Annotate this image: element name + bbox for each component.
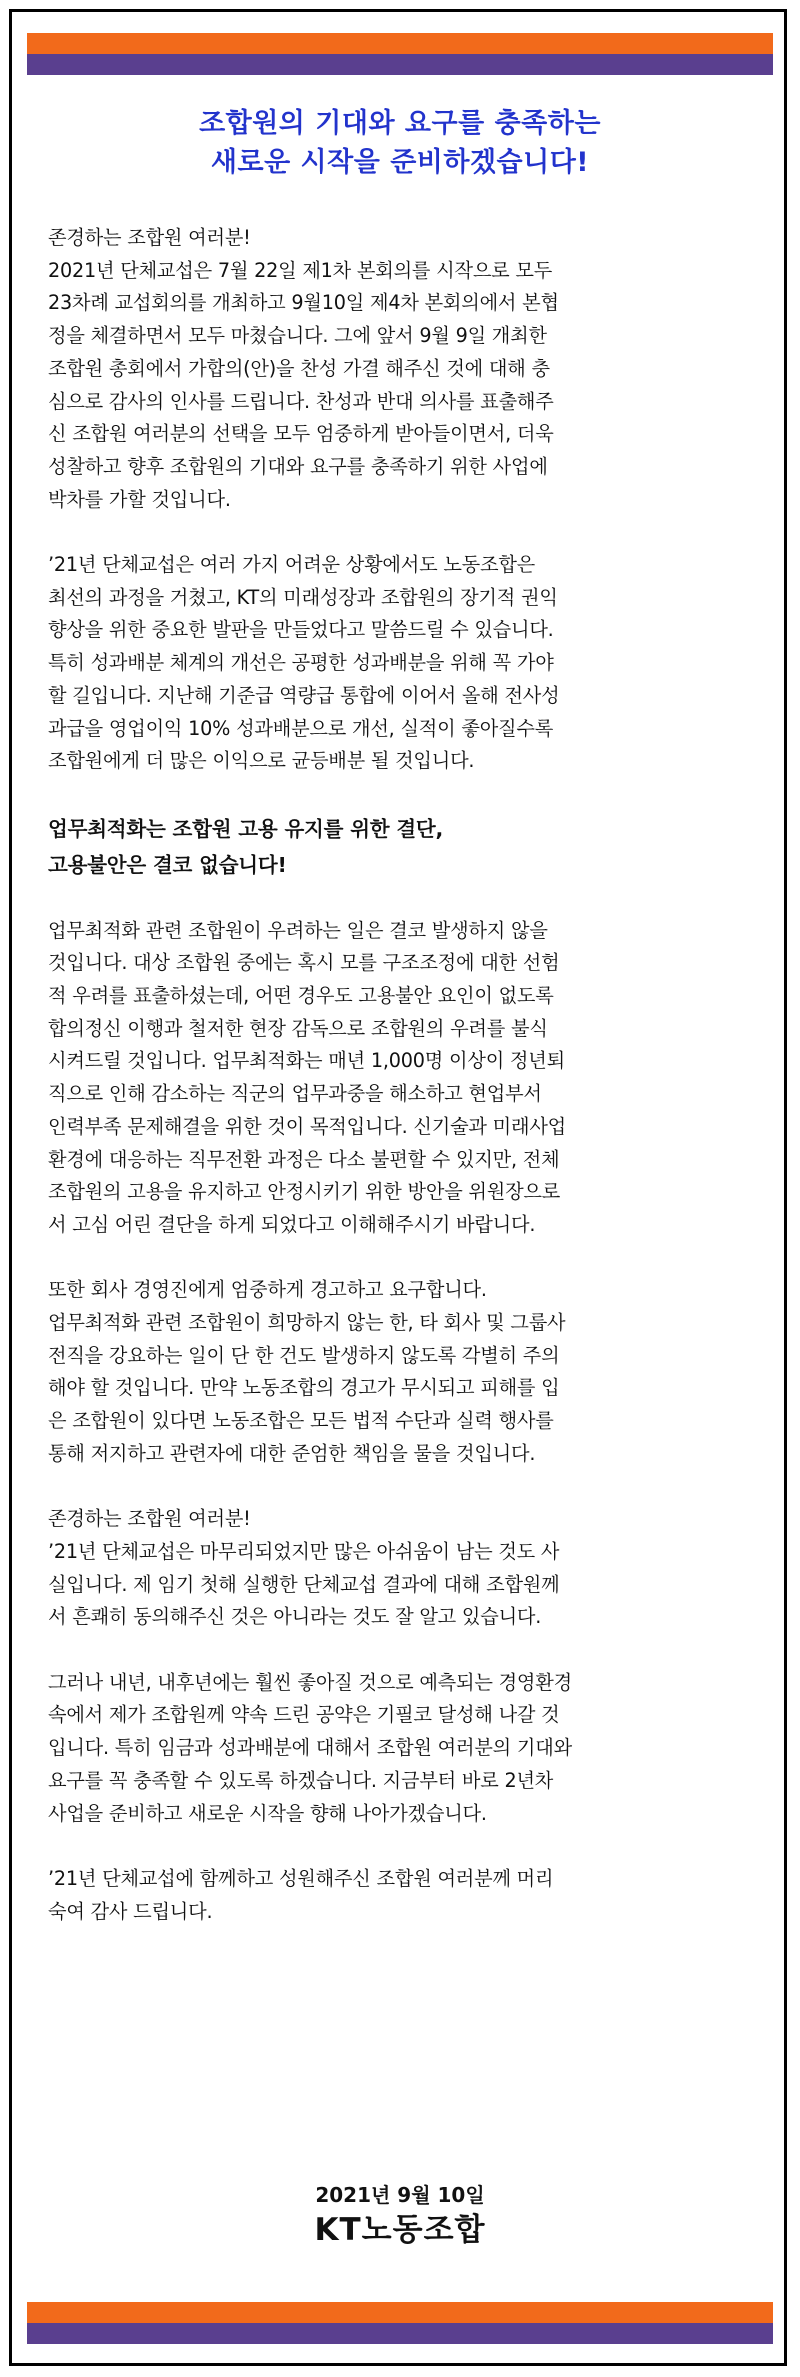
headline-line-2: 새로운 시작을 준비하겠습니다! (210, 147, 590, 178)
top-color-band (27, 33, 773, 75)
headline (27, 104, 773, 182)
paragraph-thanks: ’21년 단체교섭에 함께하고 성원해주신 조합원 여러분께 머리 숙여 감사 드립니다. (48, 1866, 554, 1923)
paragraph-bargaining: ’21년 단체교섭은 여러 가지 어려운 상황에서도 노동조합은 최선의 과정을 거쳤고, KT의 미래성장과 조합원의 장기적 권익 향상을 위한 중요한 발판을 만들었다고 말씀드릴 수 있습니다. 특히 성과배분 체계의 개선은 공평한 성과배분을 위해 꼭 가야 할 길입니다. 지난해 기준급 역량급 통합에 이어서 올해 전사성 과급을 영업이익 10% 성과배분으로 개선, 실적이 좋아질수록 조합원에게 더 많은 이익으로 균등배분 될 것입니다. (48, 553, 560, 773)
section-heading-line-1: 업무최적화는 조합원 고용 유지를 위한 결단, (48, 816, 444, 841)
signature-organization: KT노동조합 (314, 2212, 486, 2248)
signature-date: 2021년 9월 10일 (315, 2183, 485, 2207)
section-heading-line-2: 고용불안은 결코 없습니다! (48, 852, 287, 877)
top-purple-stripe (27, 54, 773, 75)
top-orange-stripe (27, 33, 773, 54)
bottom-orange-stripe (27, 2302, 773, 2323)
bottom-purple-stripe (27, 2323, 773, 2344)
letter-body (48, 222, 760, 1961)
paragraph-warning: 또한 회사 경영진에게 엄중하게 경고하고 요구합니다. 업무최적화 관련 조합원이 희망하지 않는 한, 타 회사 및 그룹사 전직을 강요하는 일이 단 한 건도 발생하지 않도록 각별히 주의 해야 할 것입니다. 만약 노동조합의 경고가 무시되고 피해를 입 은 조합원이 있다면 노동조합은 모든 법적 수단과 실력 행사를 통해 저지하고 관련자에 대한 준엄한 책임을 물을 것입니다. (48, 1278, 566, 1465)
paragraph-promise: 그러나 내년, 내후년에는 훨씬 좋아질 것으로 예측되는 경영환경 속에서 제가 조합원께 약속 드린 공약은 기필코 달성해 나갈 것 입니다. 특히 임금과 성과배분에 대해서 조합원 여러분의 기대와 요구를 꼭 충족할 수 있도록 하겠습니다. 지금부터 바로 2년차 사업을 준비하고 새로운 시작을 향해 나아가겠습니다. (48, 1670, 572, 1825)
paragraph-optimization: 업무최적화 관련 조합원이 우려하는 일은 결코 발생하지 않을 것입니다. 대상 조합원 중에는 혹시 모를 구조조정에 대한 선험 적 우려를 표출하셨는데, 어떤 경우도 고용불안 요인이 없도록 합의정신 이행과 철저한 현장 감독으로 조합원의 우려를 불식 시켜드릴 것입니다. 업무최적화는 매년 1,000명 이상이 정년퇴 직으로 인해 감소하는 직군의 업무과중을 해소하고 현업부서 인력부족 문제해결을 위한 것이 목적입니다. 신기술과 미래사업 환경에 대응하는 직무전환 과정은 다소 불편할 수 있지만, 전체 조합원의 고용을 유지하고 안정시키기 위한 방안을 위원장으로 서 고심 어린 결단을 하게 되었다고 이해해주시기 바랍니다. (48, 918, 567, 1236)
paragraph-greeting: 존경하는 조합원 여러분! 2021년 단체교섭은 7월 22일 제1차 본회의를 시작으로 모두 23차례 교섭회의를 개최하고 9월10일 제4차 본회의에서 본협 정을 체결하면서 모두 마쳤습니다. 그에 앞서 9월 9일 개최한 조합원 총회에서 가합의(안)을 찬성 가결 해주신 것에 대해 충 심으로 감사의 인사를 드립니다. 찬성과 반대 의사를 표출해주 신 조합원 여러분의 선택을 모두 엄중하게 받아들이면서, 더욱 성찰하고 향후 조합원의 기대와 요구를 충족하기 위한 사업에 박차를 가할 것입니다. (48, 226, 559, 511)
signature-block (27, 2180, 773, 2250)
paragraph-regret: 존경하는 조합원 여러분! ’21년 단체교섭은 마무리되었지만 많은 아쉬움이 남는 것도 사 실입니다. 제 임기 첫해 실행한 단체교섭 결과에 대해 조합원께 서 흔쾌히 동의해주신 것은 아니라는 것도 잘 알고 있습니다. (48, 1507, 560, 1629)
section-heading (48, 811, 760, 883)
headline-line-1: 조합원의 기대와 요구를 충족하는 (199, 108, 601, 139)
bottom-color-band (27, 2302, 773, 2344)
